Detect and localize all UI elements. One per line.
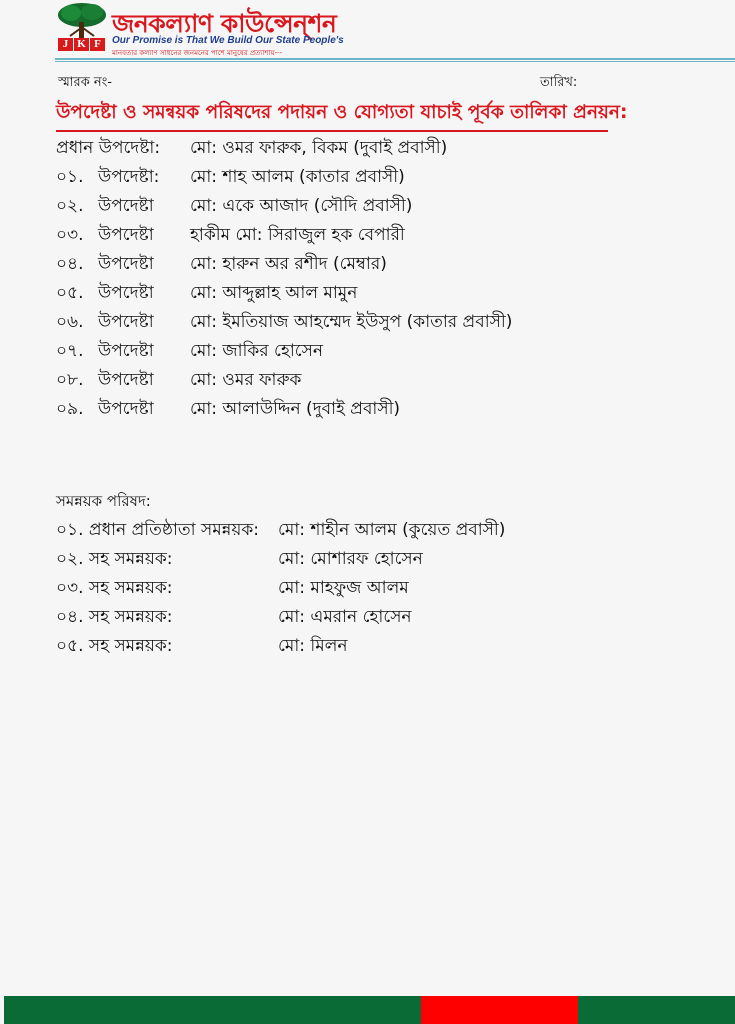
advisor-row xyxy=(56,282,358,304)
logo-letter: F xyxy=(90,38,105,51)
row-number: ০৭. xyxy=(56,341,84,361)
advisor-row xyxy=(56,195,413,217)
person-name: মো: ওমর ফারুক, বিকম (দুবাই প্রবাসী) xyxy=(190,138,448,158)
coordinator-row xyxy=(56,606,412,628)
coordinator-row xyxy=(56,548,423,570)
chief-advisor-row xyxy=(56,137,448,159)
sub-tagline: মানবতার কল্যাণ সাধনের জনমনের পাশে মানুষের প্রত্যাশায়--- xyxy=(112,49,283,57)
footer-red-center xyxy=(421,996,578,1024)
coordinator-heading: সমন্নয়ক পরিষদ: xyxy=(56,492,151,510)
role-label: ০৪. সহ সমন্নয়ক: xyxy=(56,607,173,627)
person-name: মো: ওমর ফারুক xyxy=(190,370,302,390)
coordinator-row xyxy=(56,635,348,657)
role-label: ০৩. সহ সমন্নয়ক: xyxy=(56,578,173,598)
role-label: ০৫. সহ সমন্নয়ক: xyxy=(56,636,173,656)
row-number: ০৮. xyxy=(56,370,84,390)
jkf-logo xyxy=(58,38,105,51)
row-number: ০৫. xyxy=(56,283,84,303)
role-label: ০২. সহ সমন্নয়ক: xyxy=(56,549,173,569)
role-label: উপদেষ্টা xyxy=(98,283,154,303)
advisor-row xyxy=(56,166,405,188)
role-label: উপদেষ্টা xyxy=(98,370,154,390)
date-label: তারিখ: xyxy=(540,75,578,90)
role-label: উপদেষ্টা xyxy=(98,196,154,216)
role-label: উপদেষ্টা xyxy=(98,312,154,332)
role-label: উপদেষ্টা xyxy=(98,399,154,419)
person-name: মো: শাহ আলম (কাতার প্রবাসী) xyxy=(190,167,405,187)
role-label: ০১. প্রধান প্রতিষ্ঠাতা সমন্নয়ক: xyxy=(56,520,260,540)
row-number: ০৯. xyxy=(56,399,84,419)
person-name: মো: হারুন অর রশীদ (মেম্বার) xyxy=(190,254,387,274)
header-divider xyxy=(55,58,735,62)
role-label: উপদেষ্টা xyxy=(98,225,154,245)
person-name: মো: ইমতিয়াজ আহম্মেদ ইউসুপ (কাতার প্রবাসী) xyxy=(190,312,513,332)
footer-green-left xyxy=(4,996,421,1024)
row-number: ০২. xyxy=(56,196,84,216)
person-name: মো: মোশারফ হোসেন xyxy=(278,549,423,569)
reference-number-label: স্মারক নং- xyxy=(58,75,112,90)
person-name: মো: আলাউদ্দিন (দুবাই প্রবাসী) xyxy=(190,399,401,419)
person-name: মো: এমরান হোসেন xyxy=(278,607,412,627)
role-label: প্রধান উপদেষ্টা: xyxy=(56,138,161,158)
logo-letter: J xyxy=(58,38,73,51)
coordinator-row xyxy=(56,577,409,599)
tree-logo-icon xyxy=(56,2,108,38)
role-label: উপদেষ্টা xyxy=(98,341,154,361)
role-label: উপদেষ্টা xyxy=(98,254,154,274)
advisor-row xyxy=(56,369,302,391)
person-name: মো: জাকির হোসেন xyxy=(190,341,324,361)
row-number: ০৩. xyxy=(56,225,84,245)
advisor-row xyxy=(56,398,401,420)
advisor-row xyxy=(56,311,513,333)
advisor-row xyxy=(56,253,387,275)
row-number: ০১. xyxy=(56,167,84,187)
footer-color-band xyxy=(0,996,735,1024)
document-title: উপদেষ্টা ও সমন্বয়ক পরিষদের পদায়ন ও যোগ্যতা যাচাই পূর্বক তালিকা প্রনয়ন: xyxy=(56,102,628,123)
organization-name: জনকল্যাণ কাউন্সেন্শন xyxy=(112,9,337,38)
advisor-row xyxy=(56,224,405,246)
person-name: মো: আব্দুল্লাহ আল মামুন xyxy=(190,283,358,303)
tagline: Our Promise is That We Build Our State People's xyxy=(112,35,344,46)
logo-letter: K xyxy=(74,38,89,51)
role-label: উপদেষ্টা: xyxy=(98,167,160,187)
person-name: হাকীম মো: সিরাজুল হক বেপারী xyxy=(190,225,405,245)
letterhead xyxy=(0,0,735,60)
row-number: ০৬. xyxy=(56,312,84,332)
person-name: মো: শাহীন আলম (কুয়েত প্রবাসী) xyxy=(278,520,506,540)
title-underline xyxy=(56,130,608,132)
person-name: মো: মিলন xyxy=(278,636,348,656)
advisor-row xyxy=(56,340,324,362)
person-name: মো: একে আজাদ (সৌদি প্রবাসী) xyxy=(190,196,413,216)
row-number: ০৪. xyxy=(56,254,84,274)
footer-green-right xyxy=(578,996,735,1024)
person-name: মো: মাহফুজ আলম xyxy=(278,578,409,598)
coordinator-row xyxy=(56,519,506,541)
